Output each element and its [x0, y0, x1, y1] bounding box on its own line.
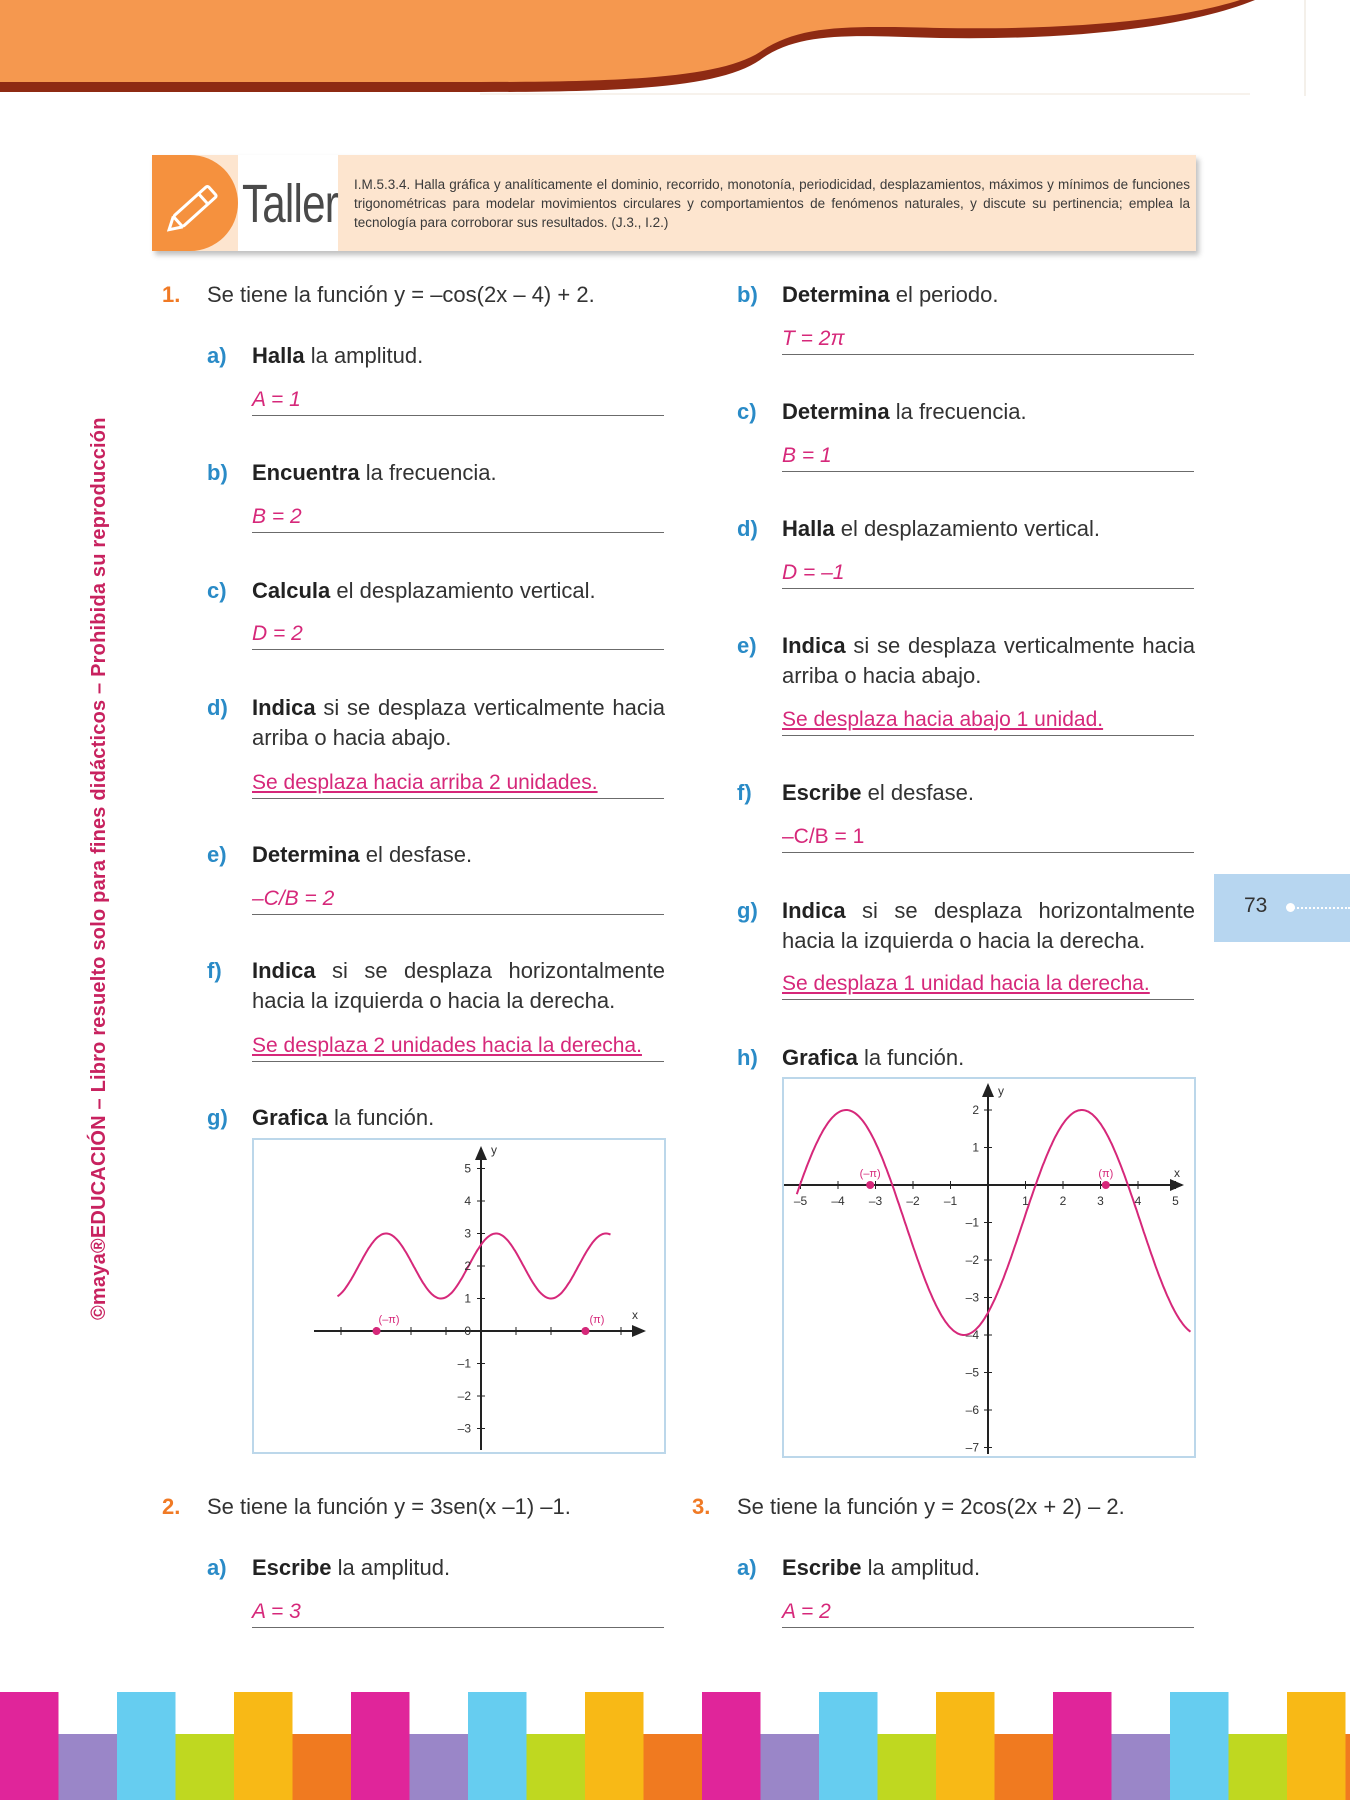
page-number: 73 [1244, 894, 1268, 917]
item-letter: d) [737, 516, 758, 541]
footer-stripe-top [527, 1692, 587, 1734]
footer-stripe-top [1346, 1692, 1350, 1734]
item-verb: Grafica [252, 1105, 328, 1130]
footer-stripe [527, 1734, 587, 1800]
answer-field[interactable] [782, 969, 1194, 1000]
footer-stripe [176, 1734, 236, 1800]
item-letter: h) [737, 1045, 758, 1070]
item-letter: c) [207, 578, 227, 603]
y-tick-label: 1 [972, 1140, 979, 1155]
footer-stripe-top [1287, 1692, 1347, 1734]
footer-stripe-top [585, 1692, 645, 1734]
item-text: el desfase. [359, 842, 473, 867]
item-letter: a) [737, 1555, 757, 1580]
answer-field[interactable]: B = 2 [252, 502, 664, 533]
answer-text: Se desplaza hacia arriba 2 unidades. [252, 771, 598, 794]
footer-stripe-top [819, 1692, 879, 1734]
item-text: el desplazamiento vertical. [834, 516, 1100, 541]
item-verb: Escribe [782, 780, 862, 805]
pi-marker-label: (–π) [859, 1168, 881, 1180]
item-letter: b) [737, 282, 758, 307]
footer-stripe [936, 1734, 996, 1800]
y-tick-label: –7 [965, 1440, 979, 1455]
graph-1 [254, 1140, 664, 1452]
y-tick-label: 5 [464, 1161, 471, 1176]
item-verb: Indica [252, 958, 316, 983]
x-tick-label: 2 [1059, 1194, 1067, 1208]
item-text: si se desplaza verticalmente hacia arriba o hacia abajo. [252, 695, 665, 750]
item-verb: Determina [782, 282, 890, 307]
footer-stripe [1287, 1734, 1347, 1800]
item-letter: a) [207, 1555, 227, 1580]
page-dots [1290, 907, 1350, 909]
answer-field[interactable]: B = 1 [782, 441, 1194, 472]
item-verb: Escribe [252, 1555, 332, 1580]
footer-stripe-top [1170, 1692, 1230, 1734]
y-tick-label: 0 [464, 1324, 471, 1338]
pi-marker-label: (π) [589, 1314, 605, 1326]
footer-stripe-top [878, 1692, 938, 1734]
footer-stripe [819, 1734, 879, 1800]
footer-stripe-top [293, 1692, 353, 1734]
item-letter: c) [737, 399, 757, 424]
y-tick-label: –1 [965, 1215, 979, 1230]
footer-stripe-top [1053, 1692, 1113, 1734]
item-text: la frecuencia. [359, 460, 497, 485]
x-tick-label: 1 [1022, 1194, 1029, 1208]
answer-field[interactable]: T = 2π [782, 324, 1194, 355]
problem-2 [162, 1492, 180, 1522]
item-letter: d) [207, 695, 228, 720]
pi-marker [581, 1327, 589, 1335]
item-letter: g) [737, 898, 758, 923]
item-letter: e) [207, 842, 227, 867]
page-number-tab [1214, 874, 1350, 942]
taller-tab [152, 155, 238, 251]
item-letter: b) [207, 460, 228, 485]
footer-stripe [117, 1734, 177, 1800]
footer-stripe-top [59, 1692, 119, 1734]
y-tick-label: 2 [464, 1259, 471, 1273]
problem-3 [692, 1492, 710, 1522]
y-tick-label: –3 [965, 1290, 979, 1305]
x-tick-label: –4 [831, 1194, 845, 1208]
x-tick-label: –3 [868, 1194, 883, 1208]
answer-field[interactable]: A = 3 [252, 1597, 664, 1628]
x-tick-label: 5 [1172, 1194, 1179, 1208]
pi-marker-label: (π) [1098, 1168, 1114, 1180]
item-text: la función. [327, 1105, 435, 1130]
footer-stripe-top [351, 1692, 411, 1734]
footer-stripe [585, 1734, 645, 1800]
footer-stripe [1053, 1734, 1113, 1800]
item-text: la amplitud. [304, 343, 424, 368]
item-verb: Determina [252, 842, 360, 867]
item-text: la amplitud. [331, 1555, 451, 1580]
footer-stripe-top [117, 1692, 177, 1734]
x-tick-label: 4 [1134, 1194, 1142, 1208]
problem-1 [162, 280, 180, 310]
footer-stripe [878, 1734, 938, 1800]
pi-marker [1102, 1181, 1110, 1189]
item-verb: Encuentra [252, 460, 360, 485]
answer-text: Se desplaza 1 unidad hacia la derecha. [782, 972, 1150, 995]
y-tick-label: –6 [965, 1403, 979, 1417]
footer-stripe-top [761, 1692, 821, 1734]
y-tick-label: –4 [965, 1328, 979, 1342]
pi-marker [866, 1181, 874, 1189]
footer-stripe-top [936, 1692, 996, 1734]
y-tick-label: –5 [965, 1365, 979, 1380]
y-tick-label: –3 [457, 1421, 471, 1436]
function-curve [338, 1234, 611, 1299]
footer-stripe [995, 1734, 1055, 1800]
item-text: el periodo. [889, 282, 999, 307]
footer-stripe [1112, 1734, 1172, 1800]
y-axis-label: y [491, 1143, 497, 1157]
item-verb: Indica [782, 898, 846, 923]
graph-1-frame [252, 1138, 666, 1454]
footer-stripe [1346, 1734, 1350, 1800]
item-text: si se desplaza horizontalmente hacia la izquierda o hacia la derecha. [252, 958, 665, 1013]
footer-stripes [0, 1692, 1350, 1800]
y-tick-label: 1 [464, 1291, 471, 1306]
problem-number: 2. [162, 1494, 181, 1519]
answer-field[interactable] [782, 705, 1194, 736]
problem-1-statement: Se tiene la función y = –cos(2x – 4) + 2. [207, 282, 595, 307]
x-axis-label: x [632, 1308, 638, 1322]
item-letter: f) [737, 780, 752, 805]
item-letter: g) [207, 1105, 228, 1130]
answer-field[interactable] [252, 1031, 664, 1062]
footer-stripe [293, 1734, 353, 1800]
y-axis-arrow [475, 1146, 487, 1160]
function-curve [797, 1110, 1191, 1335]
taller-title: Taller [242, 174, 338, 234]
problem-number: 3. [692, 1494, 711, 1519]
graph-2 [784, 1079, 1194, 1456]
y-tick-label: –2 [965, 1253, 979, 1267]
answer-text: Se desplaza 2 unidades hacia la derecha. [252, 1034, 642, 1057]
x-axis-label: x [1174, 1166, 1180, 1180]
footer-stripe-top [702, 1692, 762, 1734]
answer-field[interactable]: D = 2 [252, 619, 664, 650]
footer-stripe-top [1229, 1692, 1289, 1734]
y-axis-label: y [998, 1084, 1004, 1098]
item-verb: Grafica [782, 1045, 858, 1070]
taller-objective: I.M.5.3.4. Halla gráfica y analíticamente el dominio, recorrido, monotonía, periodicidad, desplazamientos, máximos y mínimos de funciones trigonométricas para modelar movimientos circulares y comportamientos de fenómenos naturales, y discute su pertinencia; emplea la tecnología para corroborar sus resultados. (J.3., I.2.) [354, 177, 1190, 230]
footer-stripe-top [468, 1692, 528, 1734]
y-tick-label: 3 [464, 1226, 471, 1241]
footer-stripe [59, 1734, 119, 1800]
problem-number: 1. [162, 282, 181, 307]
x-tick-label: –5 [793, 1194, 808, 1208]
answer-field[interactable]: D = –1 [782, 558, 1194, 589]
x-axis-arrow [1170, 1179, 1184, 1191]
item-verb: Indica [252, 695, 316, 720]
answer-field[interactable] [252, 768, 664, 799]
item-text: la frecuencia. [889, 399, 1027, 424]
pencil-icon [158, 155, 238, 251]
answer-field[interactable] [782, 822, 1194, 853]
header-wave [0, 0, 1350, 100]
footer-stripe-top [176, 1692, 236, 1734]
answer-field[interactable]: –C/B = 2 [252, 884, 664, 915]
footer-stripe [0, 1734, 60, 1800]
problem-3-statement: Se tiene la función y = 2cos(2x + 2) – 2. [737, 1494, 1125, 1519]
taller-box [152, 155, 1196, 251]
item-text: el desfase. [861, 780, 975, 805]
item-text: la amplitud. [861, 1555, 981, 1580]
footer-stripe [351, 1734, 411, 1800]
y-tick-label: –2 [457, 1389, 471, 1403]
footer-stripe-top [410, 1692, 470, 1734]
footer-stripe-top [644, 1692, 704, 1734]
footer-stripe [1229, 1734, 1289, 1800]
item-text: si se desplaza horizontalmente hacia la izquierda o hacia la derecha. [782, 898, 1195, 953]
y-tick-label: 4 [464, 1194, 471, 1208]
item-verb: Escribe [782, 1555, 862, 1580]
item-text: el desplazamiento vertical. [330, 578, 596, 603]
answer-text: –C/B = 1 [782, 825, 865, 848]
item-letter: a) [207, 343, 227, 368]
y-tick-label: 2 [972, 1103, 979, 1117]
footer-stripe [410, 1734, 470, 1800]
item-letter: e) [737, 633, 757, 658]
pi-marker [373, 1327, 381, 1335]
pi-marker-label: (–π) [378, 1314, 400, 1326]
footer-stripe-top [1112, 1692, 1172, 1734]
footer-stripe-top [995, 1692, 1055, 1734]
x-tick-label: –1 [943, 1194, 958, 1208]
footer-stripe [761, 1734, 821, 1800]
answer-field[interactable]: A = 2 [782, 1597, 1194, 1628]
item-verb: Halla [782, 516, 835, 541]
problem-2-statement: Se tiene la función y = 3sen(x –1) –1. [207, 1494, 571, 1519]
x-tick-label: 3 [1097, 1194, 1104, 1208]
item-verb: Calcula [252, 578, 331, 603]
y-tick-label: –1 [457, 1356, 471, 1371]
copyright-side-text: ©maya®EDUCACIÓN – Libro resuelto solo para fines didácticos – Prohibida su reproducción [88, 417, 110, 1320]
item-text: si se desplaza verticalmente hacia arriba o hacia abajo. [782, 633, 1195, 688]
answer-field[interactable]: A = 1 [252, 385, 664, 416]
item-text: la función. [857, 1045, 965, 1070]
y-axis-arrow [982, 1083, 994, 1097]
footer-stripe-top [234, 1692, 294, 1734]
footer-stripe [468, 1734, 528, 1800]
item-letter: f) [207, 958, 222, 983]
graph-2-frame [782, 1077, 1196, 1458]
footer-stripe [702, 1734, 762, 1800]
item-verb: Indica [782, 633, 846, 658]
x-tick-label: –2 [906, 1194, 920, 1208]
footer-stripe-top [0, 1692, 60, 1734]
footer-stripe [1170, 1734, 1230, 1800]
x-axis-arrow [632, 1325, 646, 1337]
footer-stripe [234, 1734, 294, 1800]
answer-text: Se desplaza hacia abajo 1 unidad. [782, 708, 1104, 731]
footer-stripe [644, 1734, 704, 1800]
item-verb: Determina [782, 399, 890, 424]
item-verb: Halla [252, 343, 305, 368]
